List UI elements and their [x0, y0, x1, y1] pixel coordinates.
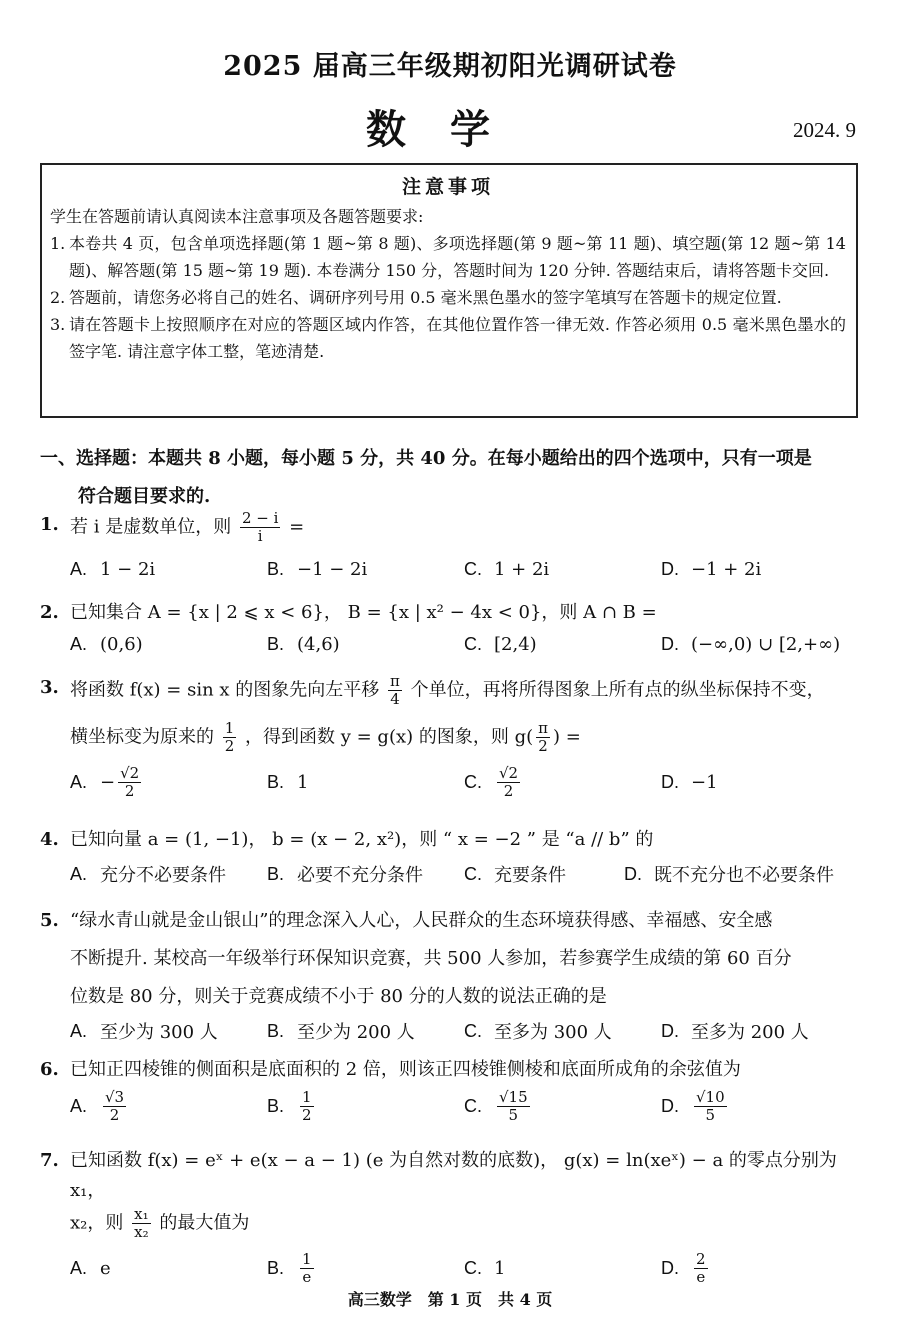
notice-item	[50, 311, 846, 365]
numerator: 2	[696, 1250, 706, 1268]
option-key: B.	[267, 863, 285, 884]
option-key: B.	[267, 1020, 285, 1041]
fraction	[240, 510, 280, 545]
numerator: √10	[696, 1088, 725, 1106]
fraction	[694, 1251, 708, 1286]
fraction	[300, 1089, 314, 1124]
notice-item-number: 3.	[50, 315, 66, 334]
question-6	[40, 1055, 870, 1124]
option-c[interactable]	[464, 1251, 661, 1286]
option-key: C.	[464, 634, 482, 654]
stem-text: 的最大值为	[159, 1212, 250, 1234]
option-a[interactable]	[70, 765, 267, 800]
numerator: 1	[224, 719, 235, 737]
denominator: 2	[109, 1106, 120, 1124]
option-b[interactable]	[267, 1018, 464, 1044]
stem-text: 将函数 f(x) = sin x 的图象先向左平移	[70, 679, 380, 701]
option-key: B.	[267, 1258, 285, 1278]
option-key: A.	[70, 772, 88, 792]
option-value: [2,4)	[494, 634, 537, 655]
option-value: (0,6)	[100, 634, 143, 655]
denominator: e	[302, 1268, 312, 1286]
options-row	[40, 1018, 870, 1044]
question-stem: “绿水青山就是金山银山”的理念深入人心，人民群众的生态环境获得感、幸福感、安全感	[70, 910, 773, 931]
exam-date: 2024. 9	[793, 118, 856, 142]
option-value: 充要条件	[494, 865, 566, 886]
notice-item-text: 答题前，请您务必将自己的姓名、调研序列号用 0.5 毫米黑色墨水的签字笔填写在答题卡的规定位置.	[69, 288, 782, 307]
question-2	[40, 598, 870, 655]
notice-title: 注意事项	[401, 176, 494, 198]
question-number: 7.	[40, 1150, 59, 1171]
notice-box	[40, 163, 858, 418]
page-footer: 高三数学 第 1 页 共 4 页	[347, 1290, 553, 1309]
question-number: 2.	[40, 602, 59, 623]
option-key: B.	[267, 772, 285, 792]
option-b[interactable]	[267, 1251, 464, 1286]
notice-item	[50, 284, 846, 311]
option-value: 充分不必要条件	[100, 865, 226, 886]
option-d[interactable]	[661, 1089, 858, 1124]
denominator: 2	[503, 782, 514, 800]
numerator: √15	[499, 1088, 528, 1106]
denominator: 2	[124, 782, 135, 800]
option-key: C.	[464, 772, 482, 792]
option-d[interactable]	[661, 559, 858, 580]
option-a[interactable]	[70, 1089, 267, 1124]
option-a[interactable]	[70, 559, 267, 580]
notice-item-text: 请在答题卡上按照顺序在对应的答题区域内作答，在其他位置作答一律无效. 作答必须用 0.5 毫米黑色墨水的签字笔. 请注意字体工整，笔迹清楚.	[69, 315, 846, 361]
numerator: √2	[120, 764, 140, 782]
section-heading	[40, 440, 870, 516]
option-d[interactable]	[661, 1018, 858, 1044]
option-value: 至少为 300 人	[100, 1022, 218, 1043]
option-key: D.	[661, 559, 679, 579]
option-value: 至多为 300 人	[494, 1022, 612, 1043]
exam-title: 2025 届高三年级期初阳光调研试卷	[223, 51, 677, 82]
option-key: B.	[267, 1096, 285, 1116]
option-value: e	[100, 1258, 111, 1279]
option-key: D.	[661, 1096, 679, 1116]
fraction	[223, 720, 237, 755]
option-value: 既不充分也不必要条件	[654, 865, 834, 886]
options-row	[40, 861, 870, 887]
options-row	[40, 1251, 870, 1286]
numerator: π	[538, 719, 548, 737]
denominator: i	[257, 527, 263, 545]
fraction	[388, 673, 402, 708]
option-a[interactable]	[70, 634, 267, 655]
option-key: C.	[464, 863, 482, 884]
question-stem	[70, 673, 870, 708]
numerator: x₁	[134, 1205, 149, 1223]
fraction	[132, 1206, 150, 1241]
question-number: 5.	[40, 910, 59, 931]
fraction	[497, 765, 520, 800]
option-c[interactable]	[464, 1089, 661, 1124]
option-b[interactable]	[267, 1089, 464, 1124]
option-key: A.	[70, 1258, 88, 1278]
question-3	[40, 673, 870, 800]
fraction	[118, 765, 141, 800]
option-key: C.	[464, 1020, 482, 1041]
option-value: 1	[297, 772, 309, 793]
option-key: A.	[70, 1020, 88, 1041]
option-c[interactable]	[464, 861, 624, 887]
option-b[interactable]	[267, 765, 464, 800]
option-a[interactable]	[70, 1018, 267, 1044]
section-heading-line: 符合题目要求的.	[78, 486, 211, 507]
option-key: D.	[661, 1258, 679, 1278]
option-value: 1 + 2i	[494, 559, 550, 580]
question-number: 3.	[40, 677, 59, 698]
options-row	[40, 1089, 870, 1124]
question-stem	[70, 510, 870, 545]
question-stem: 已知正四棱锥的侧面积是底面积的 2 倍，则该正四棱锥侧棱和底面所成角的余弦值为	[70, 1059, 741, 1080]
stem-text: x₂，则	[70, 1212, 124, 1234]
question-7	[40, 1146, 870, 1286]
fraction	[103, 1089, 126, 1124]
question-stem-line: 位数是 80 分，则关于竞赛成绩不小于 80 分的人数的说法正确的是	[70, 986, 607, 1007]
option-value: 1 − 2i	[100, 559, 156, 580]
question-number: 4.	[40, 829, 59, 850]
question-stem-line	[40, 720, 870, 755]
question-stem-line: 不断提升. 某校高一年级举行环保知识竞赛，共 500 人参加，若参赛学生成绩的第 60 百分	[70, 948, 792, 969]
question-4	[40, 825, 870, 887]
question-stem: 已知函数 f(x) = eˣ + e(x − a − 1) (e 为自然对数的底数)， g(x) = ln(xeˣ) − a 的零点分别为 x₁，	[70, 1150, 837, 1201]
option-value: −1 + 2i	[691, 559, 762, 580]
denominator: 4	[390, 690, 400, 708]
option-d[interactable]	[661, 765, 858, 800]
option-value: 必要不充分条件	[297, 865, 423, 886]
option-key: A.	[70, 634, 88, 654]
option-key: A.	[70, 559, 88, 579]
denominator: x₂	[134, 1223, 149, 1241]
fraction	[536, 720, 550, 755]
denominator: 2	[224, 737, 235, 755]
option-key: C.	[464, 559, 482, 579]
option-value: 至少为 200 人	[297, 1022, 415, 1043]
option-b[interactable]	[267, 559, 464, 580]
stem-text: 若 i 是虚数单位，则	[70, 516, 232, 538]
stem-text: 横坐标变为原来的	[70, 726, 214, 748]
notice-item-number: 1.	[50, 234, 66, 253]
fraction	[694, 1089, 727, 1124]
notice-item-number: 2.	[50, 288, 66, 307]
numerator: 1	[302, 1250, 312, 1268]
option-b[interactable]	[267, 634, 464, 655]
question-stem: 已知集合 A = {x | 2 ⩽ x < 6}， B = {x | x² − 4x < 0}，则 A ∩ B =	[70, 602, 657, 623]
option-value: −1	[691, 772, 718, 793]
question-1	[40, 510, 870, 580]
option-d[interactable]	[624, 861, 864, 887]
stem-text: ，得到函数 y = g(x) 的图象，则 g(	[245, 726, 534, 748]
option-a[interactable]	[70, 861, 267, 887]
option-value: 至多为 200 人	[691, 1022, 809, 1043]
options-row	[40, 634, 870, 655]
notice-item-text: 本卷共 4 页，包含单项选择题(第 1 题~第 8 题)、多项选择题(第 9 题~第 11 题)、填空题(第 12 题~第 14 题)、解答题(第 15 题~第 19 题). 本卷满分 150 分，答题时间为 120 分钟. 答题结束后，请将答题卡交回.	[69, 234, 846, 280]
question-stem: 已知向量 a = (1, −1)， b = (x − 2, x²)，则 “ x = −2 ” 是 “a // b” 的	[70, 829, 654, 850]
denominator: e	[696, 1268, 706, 1286]
option-a[interactable]	[70, 1251, 267, 1286]
question-stem-line	[40, 1206, 870, 1241]
option-c[interactable]	[464, 1018, 661, 1044]
stem-text: ) =	[553, 726, 581, 748]
question-number: 6.	[40, 1059, 59, 1080]
option-value: (−∞,0) ∪ [2,+∞)	[691, 634, 841, 655]
options-row	[40, 559, 870, 580]
option-d[interactable]	[661, 1251, 858, 1286]
option-value: −1 − 2i	[297, 559, 368, 580]
stem-text: 个单位，再将所得图象上所有点的纵坐标保持不变，	[410, 679, 825, 701]
denominator: 2	[538, 737, 548, 755]
option-value: (4,6)	[297, 634, 340, 655]
option-key: D.	[661, 1020, 679, 1041]
option-d[interactable]	[661, 634, 858, 655]
fraction	[497, 1089, 530, 1124]
option-b[interactable]	[267, 861, 464, 887]
numerator: √3	[105, 1088, 125, 1106]
numerator: π	[390, 672, 400, 690]
option-c[interactable]	[464, 559, 661, 580]
numerator: 2 − i	[241, 509, 279, 527]
option-key: C.	[464, 1096, 482, 1116]
option-key: D.	[624, 863, 642, 884]
fraction	[300, 1251, 314, 1286]
minus-sign: −	[100, 772, 116, 793]
denominator: 5	[705, 1106, 716, 1124]
section-heading-line: 一、选择题：本题共 8 小题，每小题 5 分，共 40 分。在每小题给出的四个选项中，只有一项是	[40, 448, 812, 469]
option-key: A.	[70, 863, 88, 884]
notice-intro: 学生在答题前请认真阅读本注意事项及各题答题要求:	[50, 207, 424, 226]
question-5	[40, 902, 870, 1044]
numerator: √2	[499, 764, 519, 782]
denominator: 2	[302, 1106, 312, 1124]
notice-item	[50, 230, 846, 284]
option-key: D.	[661, 772, 679, 792]
numerator: 1	[302, 1088, 312, 1106]
option-c[interactable]	[464, 765, 661, 800]
option-key: B.	[267, 634, 285, 654]
stem-text: =	[289, 516, 305, 538]
subject-title: 数学	[366, 106, 534, 153]
option-value: 1	[494, 1258, 506, 1279]
denominator: 5	[508, 1106, 519, 1124]
option-key: A.	[70, 1096, 88, 1116]
options-row	[40, 765, 870, 800]
option-key: D.	[661, 634, 679, 654]
question-number: 1.	[40, 514, 59, 535]
option-key: C.	[464, 1258, 482, 1278]
option-c[interactable]	[464, 634, 661, 655]
option-key: B.	[267, 559, 285, 579]
